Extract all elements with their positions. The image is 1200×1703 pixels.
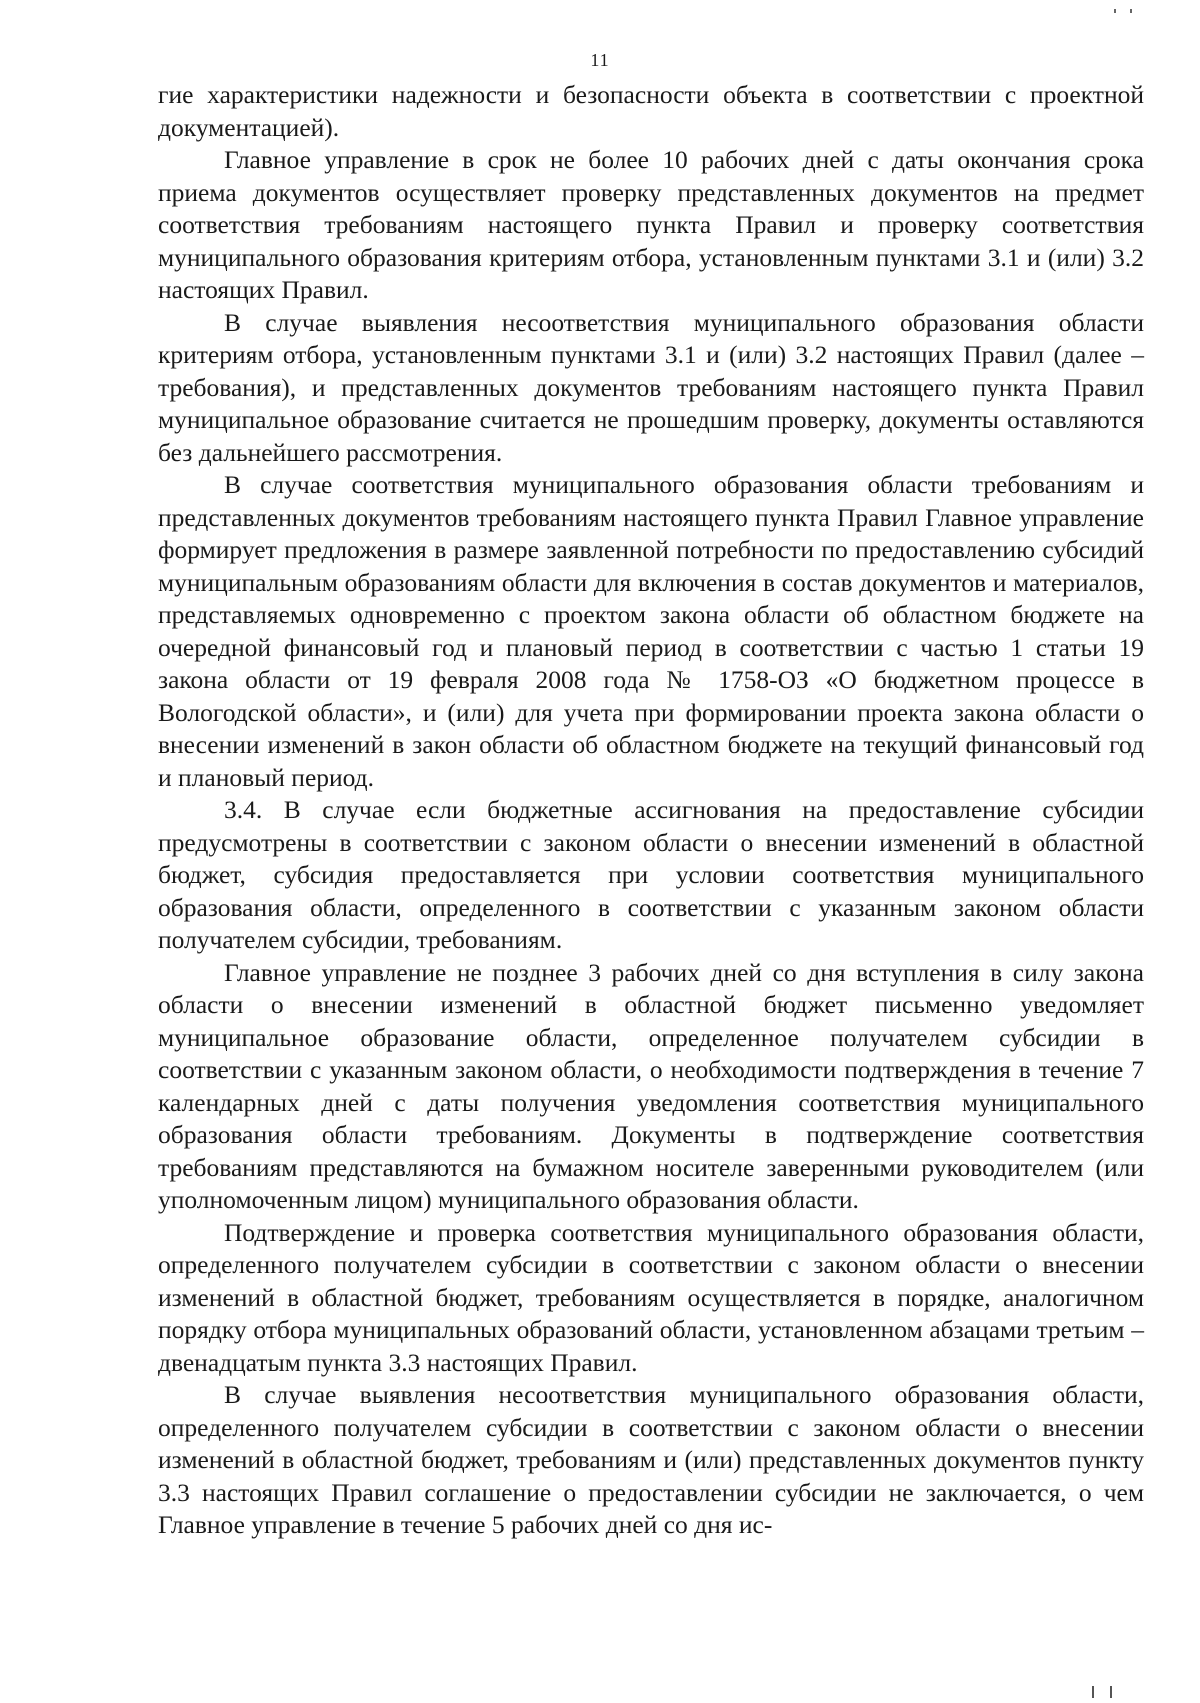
paragraph-nonconformity: В случае выявления несоответствия муниципального образования области критериям отбора, установленным пунктами 3.1 и (или) 3.2 настоящих Правил (далее – требования), и представленных документов требованиям настоящего пункта Правил муниципальное образование считается не прошедшим проверку, документы оставляются без дальнейшего рассмотрения. <box>158 307 1144 467</box>
paragraph-section-3-4: 3.4. В случае если бюджетные ассигнования на предоставление субсидии предусмотрены в соответствии с законом области о внесении изменений в областной бюджет, субсидия предоставляется при условии соответствия муниципального образования области, определенного в соответствии с указанным законом области получателем субсидии, требованиям. <box>158 795 1144 954</box>
paragraph-review-procedure: Главное управление в срок не более 10 рабочих дней с даты окончания срока приема документов осуществляет проверку представленных документов на предмет соответствия требованиям настоящего пункта Правил и проверку соответствия муниципального образования критериям отбора, установленным пунктами 3.1 и (или) 3.2 настоящих Правил. <box>158 145 1144 304</box>
paragraph-confirmation-check: Подтверждение и проверка соответствия муниципального образования области, определенного получателем субсидии в соответствии с законом области о внесении изменений в областной бюджет, требованиям осуществляется в порядке, аналогичном порядку отбора муниципальных образований области, установленном абзацами третьим – двенадцатым пункта 3.3 настоящих Правил. <box>158 1217 1144 1377</box>
scan-edge-mark-bottom <box>1076 1685 1136 1697</box>
page-number: 11 <box>590 50 610 70</box>
document-body <box>158 79 1144 1542</box>
paragraph-notification: Главное управление не позднее 3 рабочих дней со дня вступления в силу закона области о внесении изменений в областной бюджет письменно уведомляет муниципальное образование области, определенное получателем субсидии в соответствии с указанным законом области, о необходимости подтверждения в течение 7 календарных дней с даты получения уведомления соответствия муниципального образования области требованиям. Документы в подтверждение соответствия требованиям представляются на бумажном носителе заверенными руководителем (или уполномоченным лицом) муниципального образования области. <box>158 957 1144 1214</box>
paragraph-continuation: гие характеристики надежности и безопасности объекта в соответствии с проектной документацией). <box>158 80 1144 142</box>
scan-edge-mark-top <box>1100 0 1160 4</box>
paragraph-conformity-proposals: В случае соответствия муниципального образования области требованиям и представленных документов требованиям настоящего пункта Правил Главное управление формирует предложения в размере заявленной потребности по предоставлению субсидий муниципальным образованиям области для включения в состав документов и материалов, представляемых одновременно с проектом закона области об областном бюджете на очередной финансовый год и плановый период в соответствии с частью 1 статьи 19 закона области от 19 февраля 2008 года № 1758-ОЗ «О бюджетном процессе в Вологодской области», и (или) для учета при формировании проекта закона области о внесении изменений в закон области об областном бюджете на текущий финансовый год и плановый период. <box>158 470 1144 792</box>
paragraph-agreement-refusal: В случае выявления несоответствия муниципального образования области, определенного получателем субсидии в соответствии с законом области о внесении изменений в областной бюджет, требованиям и (или) представленных документов пункту 3.3 настоящих Правил соглашение о предоставлении субсидии не заключается, о чем Главное управление в течение 5 рабочих дней со дня ис- <box>158 1380 1144 1539</box>
